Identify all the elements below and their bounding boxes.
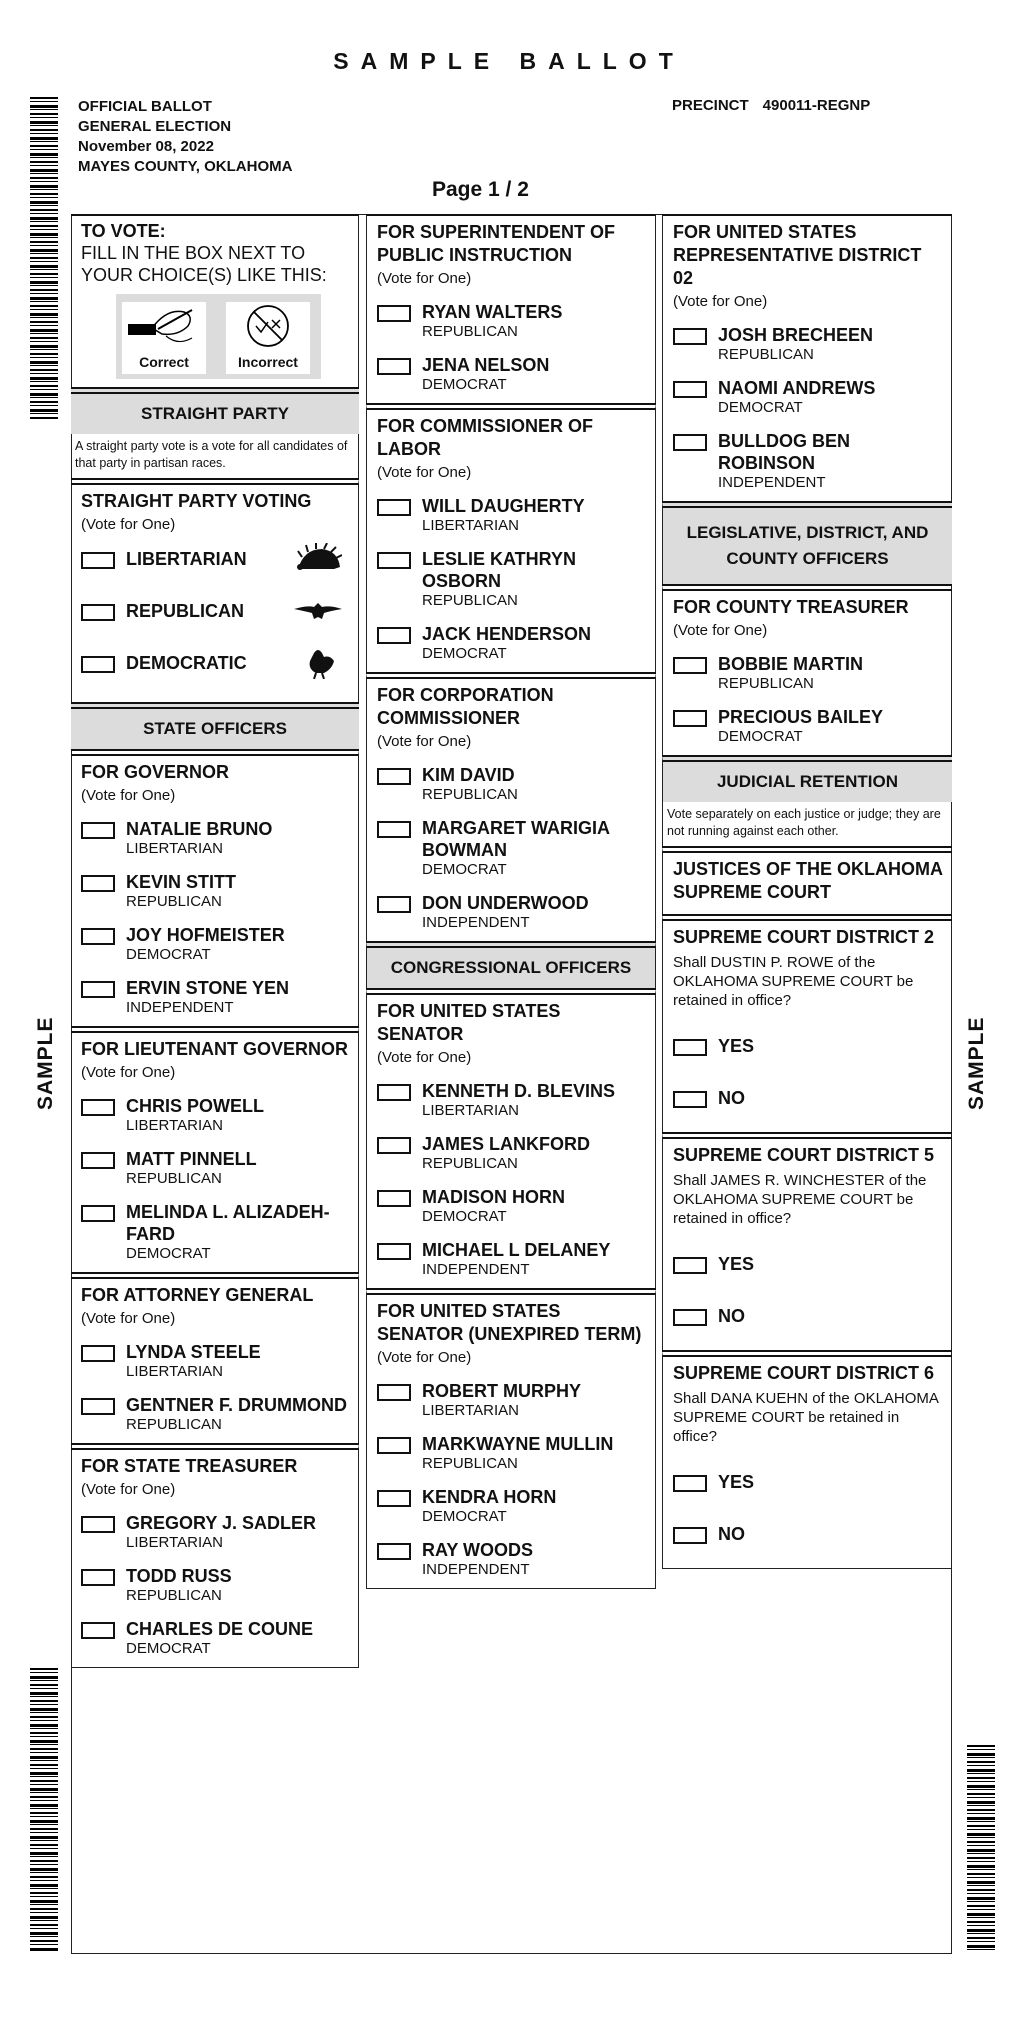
candidate-name: MELINDA L. ALIZADEH-FARD bbox=[126, 1202, 330, 1244]
retention-question: Shall DUSTIN P. ROWE of the OKLAHOMA SUPREME COURT be retained in office? bbox=[673, 954, 914, 1009]
party-name: LIBERTARIAN bbox=[126, 549, 247, 569]
candidate-name: MADISON HORN bbox=[422, 1187, 565, 1207]
contest-lt-governor bbox=[71, 1026, 359, 1272]
yes-option[interactable] bbox=[673, 1472, 944, 1498]
checkbox[interactable] bbox=[377, 1543, 411, 1560]
checkbox[interactable] bbox=[673, 1039, 707, 1056]
vote-for-label: (Vote for One) bbox=[377, 270, 472, 287]
checkbox[interactable] bbox=[673, 434, 707, 451]
candidate-option[interactable] bbox=[377, 892, 647, 931]
candidate-option[interactable] bbox=[673, 706, 944, 745]
candidate-party: DEMOCRAT bbox=[422, 645, 507, 662]
candidate-option[interactable] bbox=[81, 871, 350, 910]
sample-side-label: SAMPLE bbox=[34, 1016, 57, 1110]
checkbox[interactable] bbox=[673, 381, 707, 398]
checkbox[interactable] bbox=[377, 1137, 411, 1154]
candidate-name: RAY WOODS bbox=[422, 1540, 534, 1560]
checkbox[interactable] bbox=[81, 1205, 115, 1222]
correct-label: Correct bbox=[139, 354, 189, 370]
candidate-name: LYNDA STEELE bbox=[126, 1342, 261, 1362]
checkbox[interactable] bbox=[673, 710, 707, 727]
checkbox[interactable] bbox=[377, 896, 411, 913]
checkbox[interactable] bbox=[673, 328, 707, 345]
incorrect-mark-icon bbox=[226, 302, 310, 352]
vote-for-label: (Vote for One) bbox=[377, 1349, 472, 1366]
vote-for-label: (Vote for One) bbox=[673, 622, 768, 639]
checkbox[interactable] bbox=[673, 1527, 707, 1544]
porcupine-icon bbox=[294, 543, 342, 575]
checkbox[interactable] bbox=[377, 1437, 411, 1454]
candidate-party: DEMOCRAT bbox=[422, 861, 507, 878]
candidate-party: REPUBLICAN bbox=[422, 592, 518, 609]
candidate-option[interactable] bbox=[377, 1133, 647, 1172]
checkbox[interactable] bbox=[81, 1099, 115, 1116]
candidate-party: REPUBLICAN bbox=[126, 1587, 222, 1604]
page-number: Page 1 / 2 bbox=[432, 178, 529, 201]
candidate-party: REPUBLICAN bbox=[126, 1416, 222, 1433]
candidate-party: REPUBLICAN bbox=[718, 675, 814, 692]
candidate-party: DEMOCRAT bbox=[718, 399, 803, 416]
band-congressional: CONGRESSIONAL OFFICERS bbox=[366, 941, 656, 988]
contest-title: FOR GOVERNOR bbox=[81, 762, 230, 782]
candidate-name: GREGORY J. SADLER bbox=[126, 1513, 317, 1533]
checkbox[interactable] bbox=[377, 552, 411, 569]
candidate-party: DEMOCRAT bbox=[126, 946, 211, 963]
yes-label: YES bbox=[718, 1036, 755, 1056]
checkbox[interactable] bbox=[81, 1345, 115, 1362]
vote-for-label: (Vote for One) bbox=[377, 1049, 472, 1066]
eagle-icon bbox=[294, 595, 342, 627]
vote-for-label: (Vote for One) bbox=[81, 1310, 176, 1327]
straight-party-voting bbox=[71, 478, 359, 702]
candidate-party: DEMOCRAT bbox=[422, 376, 507, 393]
contest-us-senator-unexpired bbox=[366, 1288, 656, 1589]
contest-attorney-general bbox=[71, 1272, 359, 1443]
vote-for-label: (Vote for One) bbox=[673, 293, 768, 310]
candidate-option[interactable] bbox=[377, 301, 647, 340]
candidate-name: NAOMI ANDREWS bbox=[718, 378, 876, 398]
no-label: NO bbox=[718, 1088, 745, 1108]
contest-title: SUPREME COURT DISTRICT 5 bbox=[673, 1145, 935, 1165]
candidate-party: LIBERTARIAN bbox=[422, 1402, 519, 1419]
checkbox[interactable] bbox=[377, 1490, 411, 1507]
candidate-party: LIBERTARIAN bbox=[126, 1117, 223, 1134]
party-option-democratic[interactable] bbox=[81, 653, 350, 689]
candidate-name: MARKWAYNE MULLIN bbox=[422, 1434, 614, 1454]
candidate-name: CHRIS POWELL bbox=[126, 1096, 264, 1116]
column-2 bbox=[366, 214, 656, 1589]
candidate-option[interactable] bbox=[377, 817, 647, 878]
candidate-name: LESLIE KATHRYN OSBORN bbox=[422, 549, 577, 591]
contest-us-rep bbox=[662, 214, 952, 501]
contest-title: FOR CORPORATION COMMISSIONER bbox=[377, 685, 554, 728]
precinct-label: PRECINCT bbox=[672, 97, 749, 114]
party-option-republican[interactable] bbox=[81, 601, 350, 637]
no-label: NO bbox=[718, 1524, 745, 1544]
barcode-icon bbox=[967, 1745, 995, 1952]
candidate-name: CHARLES DE COUNE bbox=[126, 1619, 314, 1639]
vote-for-label: (Vote for One) bbox=[377, 464, 472, 481]
yes-label: YES bbox=[718, 1254, 755, 1274]
checkbox[interactable] bbox=[81, 1398, 115, 1415]
checkbox[interactable] bbox=[81, 1516, 115, 1533]
column-3 bbox=[662, 214, 952, 1569]
candidate-party: INDEPENDENT bbox=[422, 1561, 530, 1578]
candidate-party: REPUBLICAN bbox=[422, 786, 518, 803]
candidate-option[interactable] bbox=[377, 1186, 647, 1225]
contest-us-senator bbox=[366, 988, 656, 1288]
vote-for-label: (Vote for One) bbox=[81, 787, 176, 804]
contest-title: STRAIGHT PARTY VOTING bbox=[81, 491, 312, 511]
incorrect-label: Incorrect bbox=[238, 354, 298, 370]
contest-labor bbox=[366, 403, 656, 672]
candidate-party: INDEPENDENT bbox=[126, 999, 234, 1016]
justices-header bbox=[662, 846, 952, 914]
band-state-officers: STATE OFFICERS bbox=[71, 702, 359, 749]
contest-title: FOR COUNTY TREASURER bbox=[673, 597, 909, 617]
barcode-icon bbox=[30, 97, 58, 420]
candidate-name: WILL DAUGHERTY bbox=[422, 496, 585, 516]
candidate-option[interactable] bbox=[81, 924, 350, 963]
no-option[interactable] bbox=[673, 1306, 944, 1332]
candidate-party: REPUBLICAN bbox=[422, 323, 518, 340]
header-line: OFFICIAL BALLOT bbox=[78, 98, 212, 115]
contest-county-treasurer bbox=[662, 584, 952, 755]
yes-option[interactable] bbox=[673, 1036, 944, 1062]
candidate-party: INDEPENDENT bbox=[422, 1261, 530, 1278]
party-option-libertarian[interactable] bbox=[81, 549, 350, 585]
judicial-note: Vote separately on each justice or judge; they are not running against each other. bbox=[662, 802, 952, 846]
straight-party-note: A straight party vote is a vote for all candidates of that party in partisan races. bbox=[71, 434, 359, 478]
candidate-name: MATT PINNELL bbox=[126, 1149, 257, 1169]
candidate-name: RYAN WALTERS bbox=[422, 302, 563, 322]
candidate-option[interactable] bbox=[81, 977, 350, 1016]
candidate-option[interactable] bbox=[377, 1433, 647, 1472]
candidate-name: JAMES LANKFORD bbox=[422, 1134, 591, 1154]
candidate-name: BULLDOG BEN ROBINSON bbox=[718, 431, 850, 473]
candidate-name: JOSH BRECHEEN bbox=[718, 325, 874, 345]
checkbox[interactable] bbox=[377, 821, 411, 838]
checkbox[interactable] bbox=[377, 1243, 411, 1260]
vote-for-label: (Vote for One) bbox=[377, 733, 472, 750]
vote-for-label: (Vote for One) bbox=[81, 1481, 176, 1498]
candidate-party: DEMOCRAT bbox=[126, 1245, 211, 1262]
candidate-party: REPUBLICAN bbox=[718, 346, 814, 363]
candidate-party: LIBERTARIAN bbox=[126, 840, 223, 857]
candidate-party: DEMOCRAT bbox=[126, 1640, 211, 1657]
instructions bbox=[71, 214, 359, 387]
candidate-name: JENA NELSON bbox=[422, 355, 550, 375]
checkbox[interactable] bbox=[377, 499, 411, 516]
checkbox[interactable] bbox=[81, 552, 115, 569]
checkbox[interactable] bbox=[673, 657, 707, 674]
checkbox[interactable] bbox=[377, 1084, 411, 1101]
checkbox[interactable] bbox=[81, 656, 115, 673]
candidate-name: KENNETH D. BLEVINS bbox=[422, 1081, 616, 1101]
checkbox[interactable] bbox=[81, 1152, 115, 1169]
checkbox[interactable] bbox=[673, 1309, 707, 1326]
contest-title: FOR UNITED STATES SENATOR bbox=[377, 1001, 561, 1044]
vote-for-label: (Vote for One) bbox=[81, 1064, 176, 1081]
candidate-name: MARGARET WARIGIA BOWMAN bbox=[422, 818, 610, 860]
yes-option[interactable] bbox=[673, 1254, 944, 1280]
candidate-option[interactable] bbox=[377, 1486, 647, 1525]
candidate-option[interactable] bbox=[673, 324, 944, 363]
candidate-party: REPUBLICAN bbox=[126, 893, 222, 910]
no-label: NO bbox=[718, 1306, 745, 1326]
no-option[interactable] bbox=[673, 1088, 944, 1114]
candidate-name: JACK HENDERSON bbox=[422, 624, 592, 644]
retention-question: Shall DANA KUEHN of the OKLAHOMA SUPREME COURT be retained in office? bbox=[673, 1390, 939, 1445]
candidate-name: BOBBIE MARTIN bbox=[718, 654, 863, 674]
instructions-title: TO VOTE: bbox=[81, 221, 166, 241]
candidate-name: TODD RUSS bbox=[126, 1566, 232, 1586]
checkbox[interactable] bbox=[81, 1622, 115, 1639]
candidate-name: MICHAEL L DELANEY bbox=[422, 1240, 611, 1260]
candidate-party: DEMOCRAT bbox=[718, 728, 803, 745]
retention-district-5 bbox=[662, 1132, 952, 1350]
header-line: November 08, 2022 bbox=[78, 138, 214, 155]
retention-question: Shall JAMES R. WINCHESTER of the OKLAHOMA SUPREME COURT be retained in office? bbox=[673, 1172, 927, 1227]
candidate-party: LIBERTARIAN bbox=[422, 517, 519, 534]
no-option[interactable] bbox=[673, 1524, 944, 1550]
contest-title: SUPREME COURT DISTRICT 6 bbox=[673, 1363, 935, 1383]
checkbox[interactable] bbox=[673, 1475, 707, 1492]
candidate-party: REPUBLICAN bbox=[422, 1455, 518, 1472]
candidate-option[interactable] bbox=[377, 1380, 647, 1419]
contest-state-treasurer bbox=[71, 1443, 359, 1668]
ballot-header bbox=[78, 97, 292, 177]
candidate-party: REPUBLICAN bbox=[422, 1155, 518, 1172]
checkbox[interactable] bbox=[81, 875, 115, 892]
ballot-title: SAMPLE BALLOT bbox=[333, 48, 685, 74]
contest-governor bbox=[71, 749, 359, 1026]
candidate-name: ERVIN STONE YEN bbox=[126, 978, 290, 998]
candidate-option[interactable] bbox=[81, 1095, 350, 1134]
barcode-icon bbox=[30, 1668, 58, 1952]
yes-label: YES bbox=[718, 1472, 755, 1492]
instructions-text: FILL IN THE BOX NEXT TO YOUR CHOICE(S) LIKE THIS: bbox=[81, 243, 327, 285]
contest-title: FOR SUPERINTENDENT OF PUBLIC INSTRUCTION bbox=[377, 222, 616, 265]
checkbox[interactable] bbox=[81, 822, 115, 839]
correct-example bbox=[122, 302, 206, 374]
contest-title: FOR COMMISSIONER OF LABOR bbox=[377, 416, 593, 459]
checkbox[interactable] bbox=[377, 1190, 411, 1207]
candidate-party: DEMOCRAT bbox=[422, 1508, 507, 1525]
contest-title: SUPREME COURT DISTRICT 2 bbox=[673, 927, 935, 947]
candidate-name: JOY HOFMEISTER bbox=[126, 925, 285, 945]
candidate-option[interactable] bbox=[81, 1618, 350, 1657]
party-name: REPUBLICAN bbox=[126, 601, 245, 621]
mark-examples bbox=[116, 294, 321, 379]
precinct-id: 490011-REGNP bbox=[762, 97, 871, 114]
header-line: MAYES COUNTY, OKLAHOMA bbox=[78, 158, 293, 175]
header-line: GENERAL ELECTION bbox=[78, 118, 232, 135]
contest-title: FOR LIEUTENANT GOVERNOR bbox=[81, 1039, 349, 1059]
correct-mark-icon bbox=[122, 302, 206, 352]
checkbox[interactable] bbox=[377, 1384, 411, 1401]
candidate-party: DEMOCRAT bbox=[422, 1208, 507, 1225]
vote-for-label: (Vote for One) bbox=[81, 516, 176, 533]
candidate-party: LIBERTARIAN bbox=[422, 1102, 519, 1119]
checkbox[interactable] bbox=[81, 928, 115, 945]
candidate-party: LIBERTARIAN bbox=[126, 1534, 223, 1551]
band-judicial: JUDICIAL RETENTION bbox=[662, 755, 952, 802]
candidate-option[interactable] bbox=[81, 1201, 350, 1262]
candidate-option[interactable] bbox=[377, 1239, 647, 1278]
candidate-name: NATALIE BRUNO bbox=[126, 819, 273, 839]
candidate-option[interactable] bbox=[377, 354, 647, 393]
contest-title: FOR ATTORNEY GENERAL bbox=[81, 1285, 314, 1305]
candidate-option[interactable] bbox=[377, 1080, 647, 1119]
candidate-party: LIBERTARIAN bbox=[126, 1363, 223, 1380]
checkbox[interactable] bbox=[81, 981, 115, 998]
candidate-option[interactable] bbox=[81, 1148, 350, 1187]
candidate-name: KEVIN STITT bbox=[126, 872, 237, 892]
candidate-option[interactable] bbox=[673, 430, 944, 491]
checkbox[interactable] bbox=[673, 1091, 707, 1108]
retention-district-2 bbox=[662, 914, 952, 1132]
candidate-party: INDEPENDENT bbox=[718, 474, 826, 491]
checkbox[interactable] bbox=[81, 1569, 115, 1586]
column-1 bbox=[71, 214, 359, 1668]
candidate-option[interactable] bbox=[81, 1565, 350, 1604]
candidate-option[interactable] bbox=[377, 623, 647, 662]
candidate-name: KIM DAVID bbox=[422, 765, 515, 785]
checkbox[interactable] bbox=[377, 305, 411, 322]
candidate-option[interactable] bbox=[673, 653, 944, 692]
candidate-name: DON UNDERWOOD bbox=[422, 893, 589, 913]
checkbox[interactable] bbox=[377, 627, 411, 644]
retention-district-6 bbox=[662, 1350, 952, 1569]
checkbox[interactable] bbox=[377, 768, 411, 785]
band-legislative: LEGISLATIVE, DISTRICT, AND COUNTY OFFICERS bbox=[662, 501, 952, 584]
checkbox[interactable] bbox=[673, 1257, 707, 1274]
candidate-name: ROBERT MURPHY bbox=[422, 1381, 582, 1401]
candidate-name: KENDRA HORN bbox=[422, 1487, 557, 1507]
incorrect-example bbox=[226, 302, 310, 374]
band-straight-party: STRAIGHT PARTY bbox=[71, 387, 359, 434]
candidate-option[interactable] bbox=[673, 377, 944, 416]
candidate-name: PRECIOUS BAILEY bbox=[718, 707, 884, 727]
checkbox[interactable] bbox=[81, 604, 115, 621]
candidate-option[interactable] bbox=[81, 818, 350, 857]
candidate-party: INDEPENDENT bbox=[422, 914, 530, 931]
candidate-option[interactable] bbox=[81, 1341, 350, 1380]
candidate-name: GENTNER F. DRUMMOND bbox=[126, 1395, 347, 1415]
candidate-option[interactable] bbox=[377, 495, 647, 534]
candidate-option[interactable] bbox=[81, 1512, 350, 1551]
sample-side-label: SAMPLE bbox=[965, 1016, 988, 1110]
candidate-option[interactable] bbox=[377, 548, 647, 609]
candidate-party: REPUBLICAN bbox=[126, 1170, 222, 1187]
party-name: DEMOCRATIC bbox=[126, 653, 247, 673]
rooster-icon bbox=[294, 647, 342, 679]
checkbox[interactable] bbox=[377, 358, 411, 375]
contest-title: FOR UNITED STATES REPRESENTATIVE DISTRICT 02 bbox=[673, 222, 922, 288]
contest-title: FOR STATE TREASURER bbox=[81, 1456, 298, 1476]
contest-corporation bbox=[366, 672, 656, 941]
candidate-option[interactable] bbox=[377, 764, 647, 803]
precinct bbox=[672, 97, 870, 114]
candidate-option[interactable] bbox=[377, 1539, 647, 1578]
contest-superintendent bbox=[366, 214, 656, 403]
candidate-option[interactable] bbox=[81, 1394, 350, 1433]
contest-title: JUSTICES OF THE OKLAHOMA SUPREME COURT bbox=[673, 859, 943, 902]
contest-title: FOR UNITED STATES SENATOR (UNEXPIRED TERM) bbox=[377, 1301, 642, 1344]
